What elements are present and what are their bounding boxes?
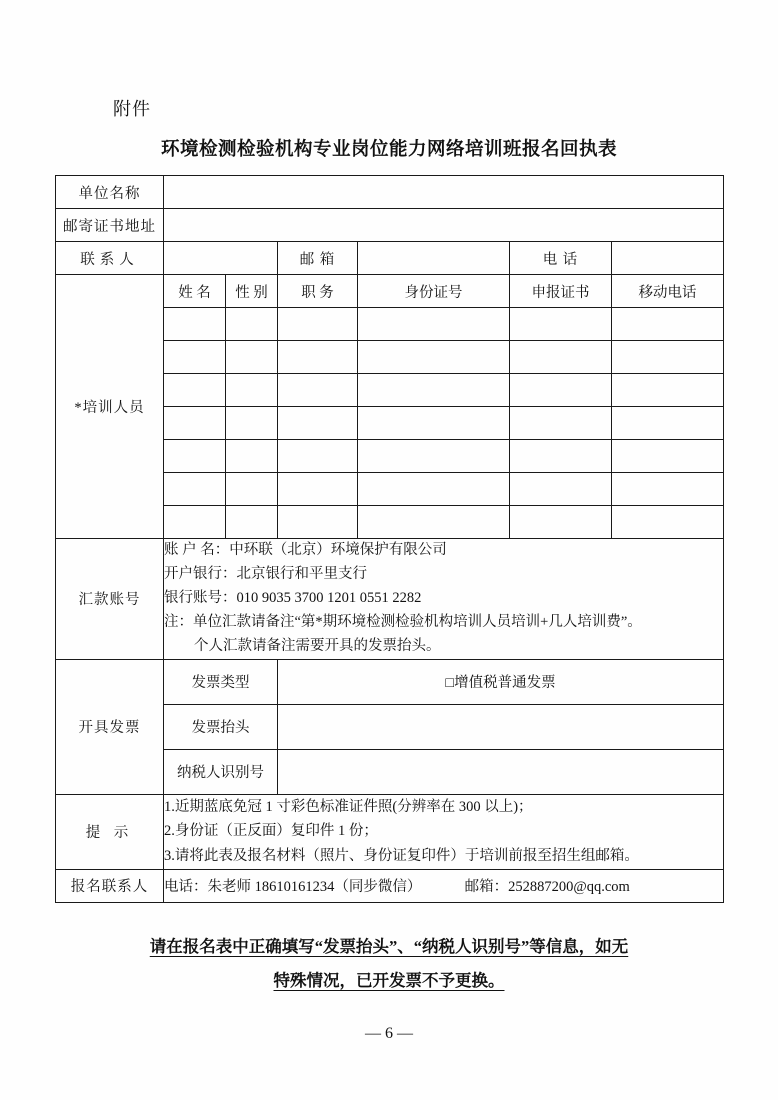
column-header-position: 职 务: [278, 275, 358, 308]
trainee-certificate-cell[interactable]: [510, 341, 612, 374]
trainee-name-cell[interactable]: [164, 341, 226, 374]
mail-address-input[interactable]: [164, 209, 724, 242]
trainee-certificate-cell[interactable]: [510, 440, 612, 473]
table-row: [56, 242, 724, 275]
trainee-name-cell[interactable]: [164, 440, 226, 473]
column-header-name: 姓 名: [164, 275, 226, 308]
bank-note-line2: 个人汇款请备注需要开具的发票抬头。: [194, 637, 441, 654]
trainee-mobile-cell[interactable]: [612, 440, 724, 473]
bank-note-line1: 注：单位汇款请备注“第*期环境检测检验机构培训人员培训+几人培训费”。: [164, 613, 642, 630]
taxpayer-id-input[interactable]: [278, 749, 724, 794]
trainee-id-cell[interactable]: [358, 341, 510, 374]
registration-form-table: [55, 175, 724, 903]
footer-note: [0, 930, 778, 998]
unit-name-input[interactable]: [164, 176, 724, 209]
invoice-type-checkbox[interactable]: □增值税普通发票: [278, 659, 724, 704]
invoice-label: 开具发票: [56, 659, 164, 794]
trainee-certificate-cell[interactable]: [510, 506, 612, 539]
registration-contact-cell: [164, 869, 724, 902]
trainee-id-cell[interactable]: [358, 407, 510, 440]
trainee-id-cell[interactable]: [358, 308, 510, 341]
column-header-mobile: 移动电话: [612, 275, 724, 308]
registration-contact-email: 邮箱：252887200@qq.com: [464, 879, 630, 896]
table-row: [56, 794, 724, 869]
trainee-position-cell[interactable]: [278, 440, 358, 473]
bank-info-cell: [164, 539, 724, 660]
page-title: 环境检测检验机构专业岗位能力网络培训班报名回执表: [160, 140, 617, 160]
trainee-mobile-cell[interactable]: [612, 407, 724, 440]
column-header-certificate: 申报证书: [510, 275, 612, 308]
trainee-gender-cell[interactable]: [226, 440, 278, 473]
trainee-position-cell[interactable]: [278, 341, 358, 374]
phone-input[interactable]: [612, 242, 724, 275]
trainee-gender-cell[interactable]: [226, 407, 278, 440]
trainee-name-cell[interactable]: [164, 407, 226, 440]
table-row: [56, 209, 724, 242]
trainee-gender-cell[interactable]: [226, 473, 278, 506]
bank-account-name: 账 户 名：中环联（北京）环境保护有限公司: [164, 542, 447, 558]
table-row: [56, 869, 724, 902]
tip-item: 1.近期蓝底免冠 1 寸彩色标准证件照(分辨率在 300 以上)；: [164, 798, 533, 815]
trainee-mobile-cell[interactable]: [612, 506, 724, 539]
trainee-mobile-cell[interactable]: [612, 308, 724, 341]
table-header-row: [56, 275, 724, 308]
registration-contact-label: 报名联系人: [56, 869, 164, 902]
registration-contact-phone: 电话：朱老师 18610161234（同步微信）: [164, 879, 422, 896]
trainee-gender-cell[interactable]: [226, 506, 278, 539]
trainee-id-cell[interactable]: [358, 374, 510, 407]
trainee-name-cell[interactable]: [164, 374, 226, 407]
trainee-mobile-cell[interactable]: [612, 473, 724, 506]
trainee-certificate-cell[interactable]: [510, 407, 612, 440]
attachment-label: 附件: [113, 99, 151, 119]
footer-note-line1: 请在报名表中正确填写“发票抬头”、“纳税人识别号”等信息，如无: [149, 937, 629, 956]
trainee-gender-cell[interactable]: [226, 341, 278, 374]
tip-item: 3.请将此表及报名材料（照片、身份证复印件）于培训前报至招生组邮箱。: [164, 847, 639, 864]
trainee-position-cell[interactable]: [278, 473, 358, 506]
invoice-title-label: 发票抬头: [164, 704, 278, 749]
trainee-id-cell[interactable]: [358, 506, 510, 539]
trainee-position-cell[interactable]: [278, 308, 358, 341]
trainee-gender-cell[interactable]: [226, 374, 278, 407]
trainee-name-cell[interactable]: [164, 473, 226, 506]
email-label: 邮 箱: [278, 242, 358, 275]
invoice-title-input[interactable]: [278, 704, 724, 749]
trainee-certificate-cell[interactable]: [510, 374, 612, 407]
mail-address-label: 邮寄证书地址: [56, 209, 164, 242]
trainee-certificate-cell[interactable]: [510, 473, 612, 506]
column-header-id-number: 身份证号: [358, 275, 510, 308]
trainee-gender-cell[interactable]: [226, 308, 278, 341]
trainee-id-cell[interactable]: [358, 440, 510, 473]
tips-label: 提 示: [56, 794, 164, 869]
unit-name-label: 单位名称: [56, 176, 164, 209]
page-number: — 6 —: [365, 1025, 413, 1042]
trainee-position-cell[interactable]: [278, 374, 358, 407]
trainee-position-cell[interactable]: [278, 506, 358, 539]
trainee-name-cell[interactable]: [164, 506, 226, 539]
tip-item: 2.身份证（正反面）复印件 1 份；: [164, 823, 378, 840]
trainees-label: *培训人员: [56, 275, 164, 539]
email-input[interactable]: [358, 242, 510, 275]
contact-name-input[interactable]: [164, 242, 278, 275]
invoice-type-label: 发票类型: [164, 659, 278, 704]
bank-name: 开户银行：北京银行和平里支行: [164, 565, 367, 582]
trainee-id-cell[interactable]: [358, 473, 510, 506]
phone-label: 电 话: [510, 242, 612, 275]
trainee-certificate-cell[interactable]: [510, 308, 612, 341]
remit-account-label: 汇款账号: [56, 539, 164, 660]
taxpayer-id-label: 纳税人识别号: [164, 749, 278, 794]
trainee-mobile-cell[interactable]: [612, 374, 724, 407]
table-row: [56, 176, 724, 209]
table-row: [56, 539, 724, 660]
trainee-mobile-cell[interactable]: [612, 341, 724, 374]
trainee-name-cell[interactable]: [164, 308, 226, 341]
trainee-position-cell[interactable]: [278, 407, 358, 440]
table-row: [56, 659, 724, 704]
footer-note-line2: 特殊情况，已开发票不予更换。: [273, 970, 505, 990]
tips-cell: [164, 794, 724, 869]
column-header-gender: 性 别: [226, 275, 278, 308]
bank-account-number: 银行账号：010 9035 3700 1201 0551 2282: [164, 589, 422, 606]
contact-label: 联系人: [56, 242, 164, 275]
